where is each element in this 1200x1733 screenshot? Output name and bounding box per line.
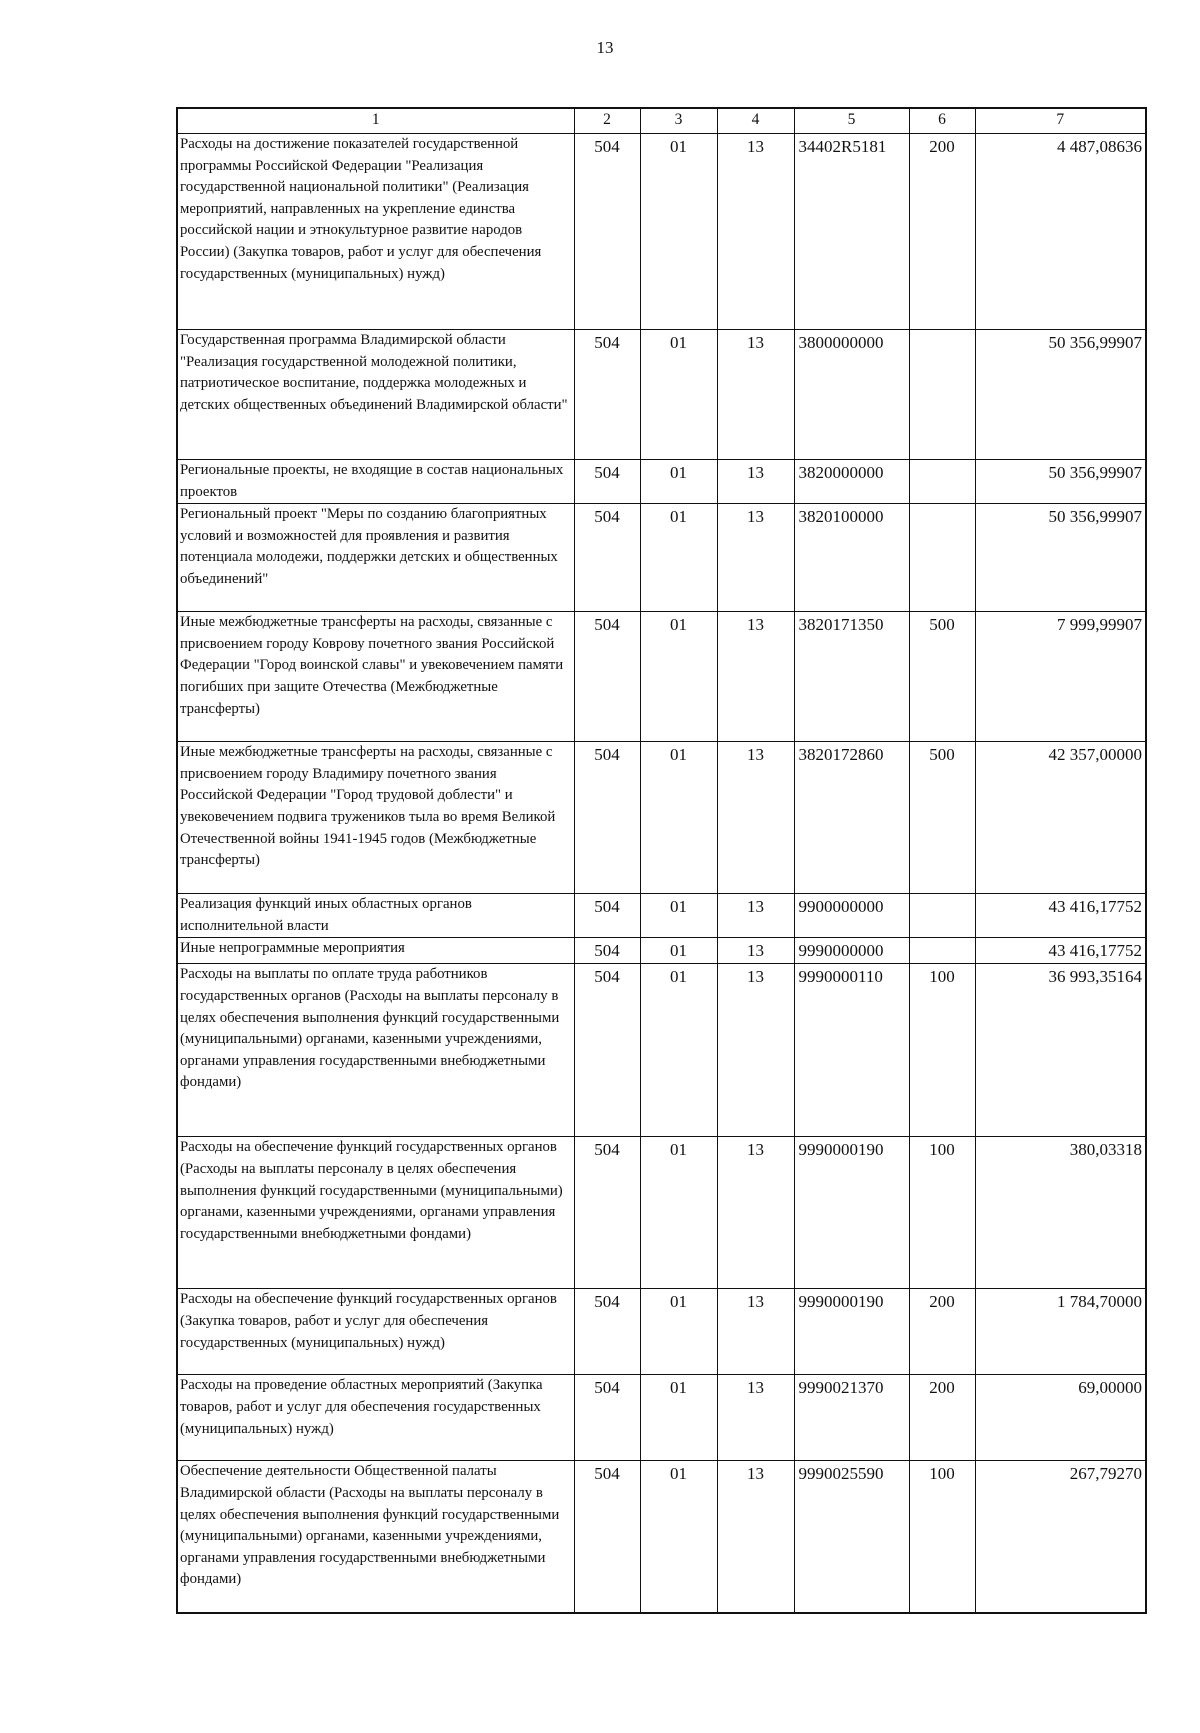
cell-col3: 01 (640, 330, 717, 460)
cell-col7: 43 416,17752 (975, 894, 1146, 938)
cell-description: Региональный проект "Меры по созданию благоприятных условий и возможностей для проявления и развития потенциала молодежи, поддержки детских и общественных объединений" (177, 504, 574, 612)
column-header: 6 (909, 108, 975, 134)
table-row (177, 938, 1146, 964)
table-row (177, 742, 1146, 894)
column-header: 4 (717, 108, 794, 134)
cell-col4: 13 (717, 964, 794, 1137)
cell-col6: 100 (909, 1461, 975, 1613)
cell-col6: 200 (909, 1375, 975, 1461)
page-number: 13 (596, 38, 614, 57)
cell-col5: 9990025590 (794, 1461, 909, 1613)
cell-col4: 13 (717, 1461, 794, 1613)
cell-description: Реализация функций иных областных органов исполнительной власти (177, 894, 574, 938)
cell-col3: 01 (640, 742, 717, 894)
cell-col2: 504 (574, 742, 640, 894)
cell-col7: 7 999,99907 (975, 612, 1146, 742)
cell-col2: 504 (574, 1289, 640, 1375)
cell-col2: 504 (574, 964, 640, 1137)
cell-col7: 380,03318 (975, 1137, 1146, 1289)
cell-col7: 1 784,70000 (975, 1289, 1146, 1375)
table-row (177, 460, 1146, 504)
cell-description: Региональные проекты, не входящие в состав национальных проектов (177, 460, 574, 504)
cell-description: Иные непрограммные мероприятия (177, 938, 574, 964)
cell-col3: 01 (640, 1461, 717, 1613)
cell-col7: 4 487,08636 (975, 134, 1146, 330)
column-header: 5 (794, 108, 909, 134)
table-row (177, 1137, 1146, 1289)
cell-col2: 504 (574, 330, 640, 460)
cell-col5: 9990000190 (794, 1289, 909, 1375)
cell-col4: 13 (717, 612, 794, 742)
cell-col2: 504 (574, 938, 640, 964)
cell-col6 (909, 460, 975, 504)
cell-col2: 504 (574, 1461, 640, 1613)
cell-col2: 504 (574, 612, 640, 742)
cell-col3: 01 (640, 1375, 717, 1461)
cell-col4: 13 (717, 460, 794, 504)
column-header: 7 (975, 108, 1146, 134)
cell-col3: 01 (640, 1137, 717, 1289)
cell-col5: 9900000000 (794, 894, 909, 938)
cell-col7: 69,00000 (975, 1375, 1146, 1461)
cell-col6 (909, 504, 975, 612)
table-row (177, 1375, 1146, 1461)
cell-col4: 13 (717, 1289, 794, 1375)
cell-col5: 9990021370 (794, 1375, 909, 1461)
table-row (177, 504, 1146, 612)
table-row (177, 134, 1146, 330)
cell-col3: 01 (640, 964, 717, 1137)
cell-col3: 01 (640, 134, 717, 330)
cell-col4: 13 (717, 134, 794, 330)
cell-col7: 267,79270 (975, 1461, 1146, 1613)
cell-col2: 504 (574, 1375, 640, 1461)
cell-col6 (909, 330, 975, 460)
cell-col2: 504 (574, 460, 640, 504)
cell-col3: 01 (640, 460, 717, 504)
cell-col5: 9990000190 (794, 1137, 909, 1289)
cell-col3: 01 (640, 612, 717, 742)
table-row (177, 1461, 1146, 1613)
cell-col4: 13 (717, 504, 794, 612)
cell-description: Расходы на выплаты по оплате труда работников государственных органов (Расходы на выплаты персоналу в целях обеспечения выполнения функций государственными (муниципальными) органами, казенными учреждениями, органами управления государственными внебюджетными фондами) (177, 964, 574, 1137)
cell-col2: 504 (574, 134, 640, 330)
column-header: 2 (574, 108, 640, 134)
cell-col4: 13 (717, 938, 794, 964)
cell-col2: 504 (574, 504, 640, 612)
table-row (177, 1289, 1146, 1375)
cell-col6 (909, 938, 975, 964)
cell-col5: 3820100000 (794, 504, 909, 612)
cell-col2: 504 (574, 894, 640, 938)
table-row (177, 612, 1146, 742)
table-row (177, 330, 1146, 460)
cell-description: Расходы на проведение областных мероприятий (Закупка товаров, работ и услуг для обеспечения государственных (муниципальных) нужд) (177, 1375, 574, 1461)
cell-col2: 504 (574, 1137, 640, 1289)
budget-table (176, 107, 1147, 1614)
cell-col5: 3800000000 (794, 330, 909, 460)
cell-description: Обеспечение деятельности Общественной палаты Владимирской области (Расходы на выплаты персоналу в целях обеспечения выполнения функций государственными (муниципальными) органами, казенными учреждениями, органами управления государственными внебюджетными фондами) (177, 1461, 574, 1613)
cell-col7: 50 356,99907 (975, 330, 1146, 460)
cell-col4: 13 (717, 1375, 794, 1461)
cell-col6: 200 (909, 134, 975, 330)
cell-col6 (909, 894, 975, 938)
cell-col7: 50 356,99907 (975, 504, 1146, 612)
cell-col5: 9990000000 (794, 938, 909, 964)
cell-col7: 36 993,35164 (975, 964, 1146, 1137)
cell-col4: 13 (717, 330, 794, 460)
cell-description: Иные межбюджетные трансферты на расходы, связанные с присвоением городу Владимиру почетного звания Российской Федерации "Город трудовой доблести" и увековечением подвига тружеников тыла во время Великой Отечественной войны 1941-1945 годов (Межбюджетные трансферты) (177, 742, 574, 894)
cell-col6: 100 (909, 964, 975, 1137)
cell-col7: 42 357,00000 (975, 742, 1146, 894)
cell-col3: 01 (640, 938, 717, 964)
cell-col5: 34402R5181 (794, 134, 909, 330)
cell-col7: 50 356,99907 (975, 460, 1146, 504)
cell-col5: 3820171350 (794, 612, 909, 742)
cell-description: Государственная программа Владимирской области "Реализация государственной молодежной политики, патриотическое воспитание, поддержка молодежных и детских общественных объединений Владимирской области" (177, 330, 574, 460)
cell-col6: 200 (909, 1289, 975, 1375)
header-row (177, 108, 1146, 134)
cell-col6: 100 (909, 1137, 975, 1289)
cell-col3: 01 (640, 504, 717, 612)
table-row (177, 964, 1146, 1137)
cell-description: Расходы на обеспечение функций государственных органов (Расходы на выплаты персоналу в целях обеспечения выполнения функций государственными (муниципальными) органами, казенными учреждениями, органами управления государственными внебюджетными фондами) (177, 1137, 574, 1289)
cell-description: Иные межбюджетные трансферты на расходы, связанные с присвоением городу Коврову почетного звания Российской Федерации "Город воинской славы" и увековечением памяти погибших при защите Отечества (Межбюджетные трансферты) (177, 612, 574, 742)
cell-col6: 500 (909, 742, 975, 894)
column-header: 1 (177, 108, 574, 134)
cell-description: Расходы на обеспечение функций государственных органов (Закупка товаров, работ и услуг для обеспечения государственных (муниципальных) нужд) (177, 1289, 574, 1375)
cell-col6: 500 (909, 612, 975, 742)
cell-col5: 9990000110 (794, 964, 909, 1137)
cell-col4: 13 (717, 1137, 794, 1289)
cell-col5: 3820172860 (794, 742, 909, 894)
cell-col4: 13 (717, 742, 794, 894)
cell-col3: 01 (640, 894, 717, 938)
cell-col4: 13 (717, 894, 794, 938)
column-header: 3 (640, 108, 717, 134)
cell-col7: 43 416,17752 (975, 938, 1146, 964)
table-row (177, 894, 1146, 938)
cell-description: Расходы на достижение показателей государственной программы Российской Федерации "Реализация государственной национальной политики" (Реализация мероприятий, направленных на укрепление единства российской нации и этнокультурное развитие народов России) (Закупка товаров, работ и услуг для обеспечения государственных (муниципальных) нужд) (177, 134, 574, 330)
cell-col5: 3820000000 (794, 460, 909, 504)
cell-col3: 01 (640, 1289, 717, 1375)
